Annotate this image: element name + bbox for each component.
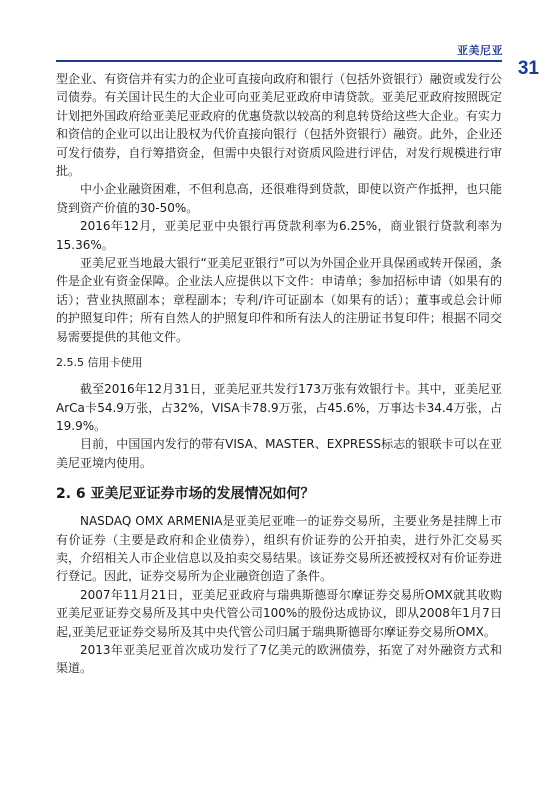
paragraph-eurobond: 2013年亚美尼亚首次成功发行了7亿美元的欧洲债券，拓宽了对外融资方式和渠道。 [56,642,502,676]
running-header-title: 亚美尼亚 [457,44,503,57]
subsection-heading-credit-cards: 2.5.5 信用卡使用 [56,356,143,370]
paragraph-interest-rates: 2016年12月，亚美尼亚中央银行再贷款利率为6.25%，商业银行贷款利率为15.36%。 [56,219,502,252]
paragraph-card-statistics: 截至2016年12月31日，亚美尼亚共发行173万张有效银行卡。其中，亚美尼亚ArCa卡54.9万张，占32%，VISA卡78.9万张，占45.6%，万事达卡34.4万张，占19.9%。 [56,382,502,433]
paragraph-sme-financing: 中小企业融资困难，不但利息高，还很难得到贷款，即使以资产作抵押，也只能贷到资产价值的30-50%。 [56,182,502,215]
paragraph-unionpay-usage: 目前，中国国内发行的带有VISA、MASTER、EXPRESS标志的银联卡可以在亚美尼亚境内使用。 [56,437,502,470]
paragraph-bank-guarantee: 亚美尼亚当地最大银行“亚美尼亚银行”可以为外国企业开具保函或转开保函，条件是企业有资金保障。企业法人应提供以下文件：申请单；参加招标申请（如果有的话）；营业执照副本；章程副本；专利/许可证副本（如果有的话）；董事或总会计师的护照复印件；所有自然人的护照复印件和所有法人的注册证书复印件；根据不同交易需要提供的其他文件。 [56,256,502,344]
page-number: 31 [517,58,539,79]
section-heading-securities-market: 2. 6 亚美尼亚证券市场的发展情况如何？ [56,486,315,503]
paragraph-omx-acquisition: 2007年11月21日，亚美尼亚政府与瑞典斯德哥尔摩证券交易所OMX就其收购亚美尼亚证券交易所及其中央代管公司100%的股份达成协议，即从2008年1月7日起,亚美尼亚证券交易所及其中央代管公司归属于瑞典斯德哥尔摩证券交易所OMX。 [56,587,502,639]
paragraph-stock-exchange: NASDAQ OMX ARMENIA是亚美尼亚唯一的证券交易所，主要业务是挂牌上市有价证券（主要是政府和企业债券），组织有价证券的公开拍卖，进行外汇交易买卖，介绍相关人市企业信息以及拍卖交易结果。该证券交易所还被授权对有价证券进行登记。因此，证券交易所为企业融资创造了条件。 [56,514,502,584]
header-rule [56,60,502,62]
paragraph-financing-large: 型企业、有资信并有实力的企业可直接向政府和银行（包括外资银行）融资或发行公司债券。有关国计民生的大企业可向亚美尼亚政府申请贷款。亚美尼亚政府按照既定计划把外国政府给亚美尼亚政府的优惠贷款以较高的利息转贷给这些大企业。有实力和资信的企业可以出让股权为代价直接向银行（包括外资银行）融资。此外，企业还可发行债券，自行筹措资金，但需中央银行对资质风险进行评估，对发行规模进行审批。 [56,72,502,179]
page-body [56,70,502,678]
